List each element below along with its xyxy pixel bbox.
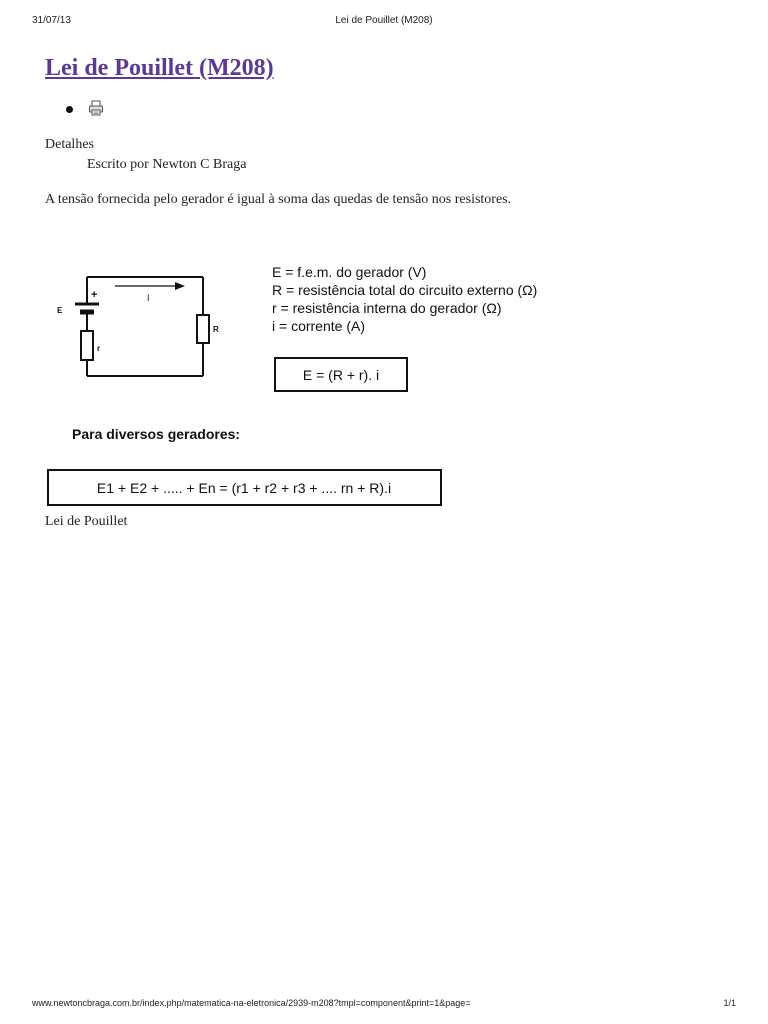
legend-line-4: i = corrente (A): [272, 318, 365, 334]
print-footer: [32, 998, 736, 1012]
circuit-emf-label: E: [57, 306, 63, 315]
multi-generator-label: Para diversos geradores:: [72, 426, 241, 442]
legend-line-3: r = resistência interna do gerador (Ω): [272, 300, 502, 316]
formula-multi: E1 + E2 + ..... + En = (r1 + r2 + r3 + .... rn + R).i: [96, 480, 392, 496]
details-label: Detalhes: [45, 137, 94, 152]
circuit-resistor-label: R: [213, 325, 219, 334]
print-header: [32, 15, 736, 31]
footer-url: www.newtoncbraga.com.br/index.php/matematica-na-eletronica/2939-m208?tmpl=component&print=1&page=: [32, 998, 471, 1008]
author-line: Escrito por Newton C Braga: [87, 157, 247, 172]
circuit-internal-label: r: [97, 344, 101, 353]
legend-line-1: E = f.e.m. do gerador (V): [272, 264, 427, 280]
footer-page-number: 1/1: [723, 998, 736, 1008]
bullet-icon: [66, 106, 73, 113]
pouillet-figure: [45, 255, 590, 515]
article-title-link[interactable]: Lei de Pouillet (M208): [45, 55, 274, 81]
figure-caption: Lei de Pouillet: [45, 514, 128, 529]
circuit-current-label: I: [147, 293, 150, 303]
circuit-plus-label: +: [91, 289, 98, 301]
pouillet-figure-svg: [45, 255, 590, 515]
article-paragraph: A tensão fornecida pelo gerador é igual à soma das quedas de tensão nos resistores.: [45, 192, 512, 207]
printer-icon[interactable]: [88, 100, 104, 116]
print-date: 31/07/13: [32, 15, 71, 26]
print-title: Lei de Pouillet (M208): [335, 15, 433, 26]
formula-single: E = (R + r). i: [302, 367, 380, 383]
legend-line-2: R = resistência total do circuito externo (Ω): [272, 282, 538, 298]
